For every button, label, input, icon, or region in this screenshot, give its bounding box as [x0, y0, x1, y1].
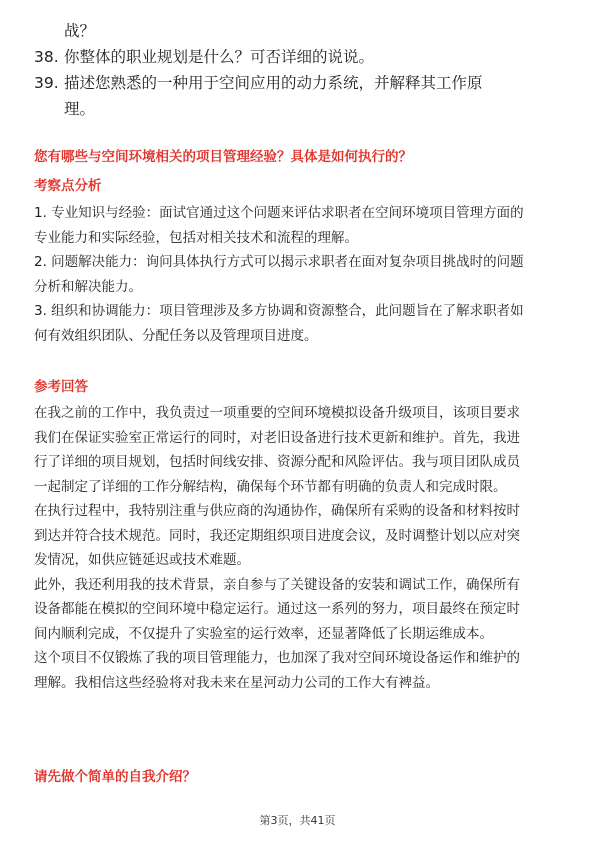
answer-line: 这个项目不仅锻炼了我的项目管理能力，也加深了我对空间环境设备运作和维护的 — [34, 650, 520, 666]
next-question-title: 请先做个简单的自我介绍？ — [34, 769, 196, 785]
answer-line: 在我之前的工作中，我负责过一项重要的空间环境模拟设备升级项目，该项目要求 — [34, 405, 520, 421]
analysis-line: 1. 专业知识与经验：面试官通过这个问题来评估求职者在空间环境项目管理方面的 — [34, 205, 524, 221]
main-question-title: 您有哪些与空间环境相关的项目管理经验？具体是如何执行的？ — [34, 149, 412, 165]
answer-title: 参考回答 — [34, 379, 88, 395]
question-text: 描述您熟悉的一种用于空间应用的动力系统，并解释其工作原 — [64, 74, 483, 92]
answer-line: 此外，我还利用我的技术背景，亲自参与了关键设备的安装和调试工作，确保所有 — [34, 576, 520, 593]
answer-line: 我们在保证实验室正常运行的同时，对老旧设备进行技术更新和维护。首先，我进 — [34, 429, 520, 446]
answer-line: 设备都能在模拟的空间环境中稳定运行。通过这一系列的努力，项目最终在预定时 — [34, 601, 520, 617]
analysis-title: 考察点分析 — [34, 178, 102, 194]
answer-line: 间内顺利完成，不仅提升了实验室的运行效率，还显著降低了长期运维成本。 — [34, 625, 493, 642]
question-number: 38. — [34, 48, 59, 66]
analysis-line: 专业能力和实际经验，包括对相关技术和流程的理解。 — [34, 229, 358, 246]
analysis-section — [34, 176, 562, 348]
question-item-39 — [34, 70, 564, 96]
question-text: 你整体的职业规划是什么？可否详细的说说。 — [64, 48, 375, 66]
analysis-line: 2. 问题解决能力：询问具体执行方式可以揭示求职者在面对复杂项目挑战时的问题 — [34, 254, 524, 270]
analysis-line: 3. 组织和协调能力：项目管理涉及多方协调和资源整合，此问题旨在了解求职者如 — [34, 303, 524, 319]
question-number: 39. — [34, 74, 59, 92]
question-list — [34, 18, 564, 122]
main-question-section — [34, 147, 562, 167]
question-text-continuation: 理。 — [64, 100, 96, 118]
answer-body — [34, 401, 562, 695]
analysis-line: 分析和解决能力。 — [34, 278, 142, 295]
analysis-line: 何有效组织团队、分配任务以及管理项目进度。 — [34, 327, 318, 344]
question-item-38 — [34, 44, 564, 70]
answer-line: 在执行过程中，我特别注重与供应商的沟通协作，确保所有采购的设备和材料按时 — [34, 503, 520, 519]
page-footer: 第3页，共41页 — [259, 814, 336, 827]
answer-line: 到达并符合技术规范。同时，我还定期组织项目进度会议，及时调整计划以应对突 — [34, 527, 520, 544]
next-question-section — [34, 767, 562, 787]
answer-line: 一起制定了详细的工作分解结构，确保每个环节都有明确的负责人和完成时限。 — [34, 478, 507, 495]
answer-line: 行了详细的项目规划，包括时间线安排、资源分配和风险评估。我与项目团队成员 — [34, 454, 520, 470]
analysis-body — [34, 201, 562, 348]
answer-section — [34, 377, 562, 695]
answer-line: 理解。我相信这些经验将对我未来在星河动力公司的工作大有裨益。 — [34, 674, 439, 691]
answer-line: 发情况，如供应链延迟或技术难题。 — [34, 552, 250, 568]
question-continuation: 战？ — [64, 22, 96, 40]
